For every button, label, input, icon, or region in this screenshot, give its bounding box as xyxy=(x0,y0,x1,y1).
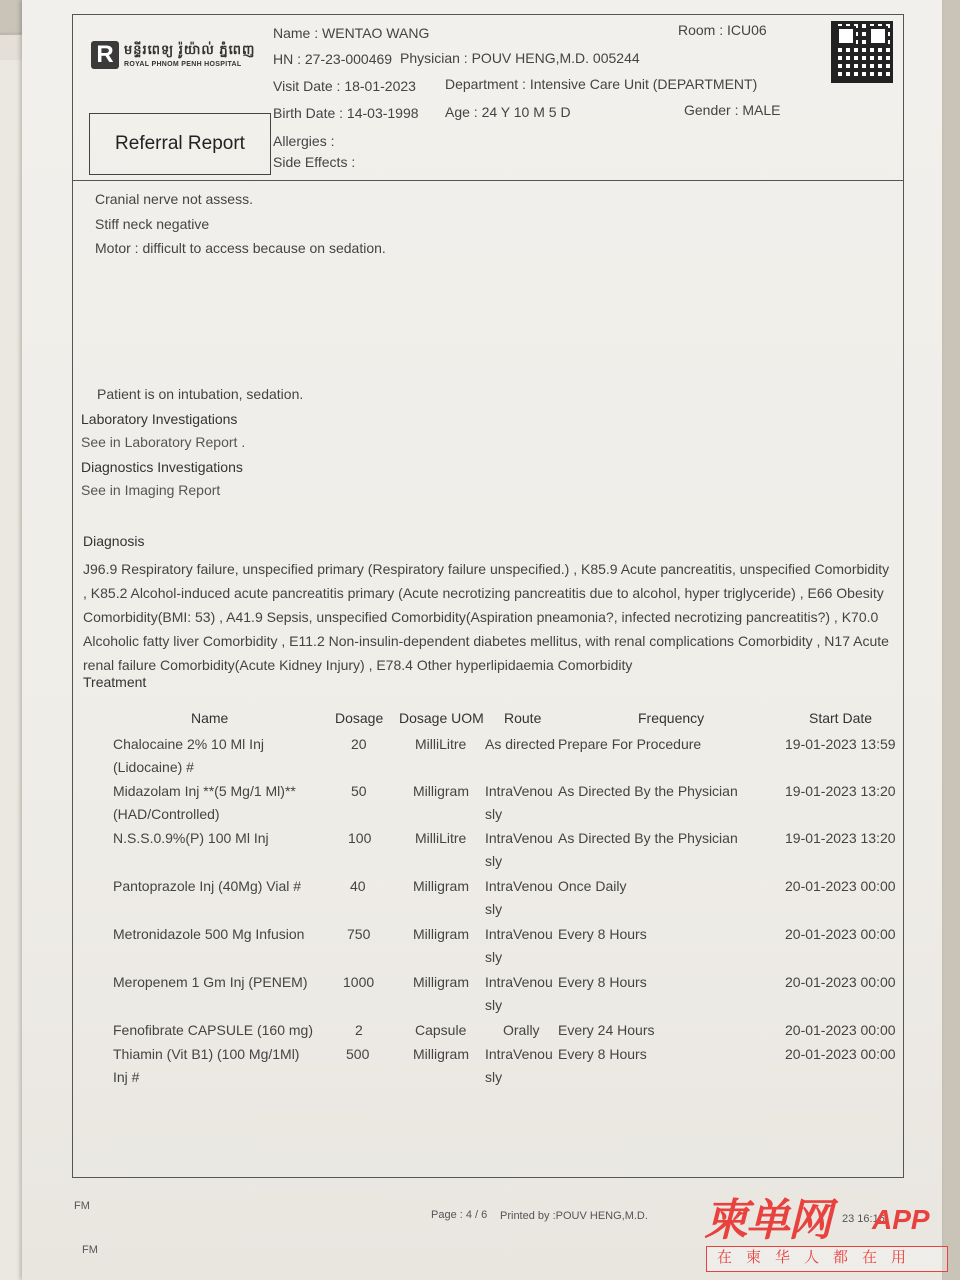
cell-uom: MilliLitre xyxy=(415,830,467,846)
cell-start-date: 20-01-2023 00:00 xyxy=(785,1022,896,1038)
hospital-name-english: ROYAL PHNOM PENH HOSPITAL xyxy=(124,61,242,68)
watermark-logo: 柬单网 xyxy=(704,1196,830,1245)
document-sheet xyxy=(22,0,942,1280)
diagnostics-heading: Diagnostics Investigations xyxy=(81,459,243,475)
table-row xyxy=(73,923,903,971)
cell-name: Thiamin (Vit B1) (100 Mg/1Ml) Inj # xyxy=(113,1046,300,1085)
exam-intubation: Patient is on intubation, sedation. xyxy=(97,386,304,402)
cell-uom: MilliLitre xyxy=(415,736,467,752)
cell-name: Pantoprazole Inj (40Mg) Vial # xyxy=(113,878,302,894)
cell-route: As directed xyxy=(485,736,556,752)
cell-frequency: Once Daily xyxy=(558,878,627,894)
diagnostics-text: See in Imaging Report xyxy=(81,482,221,498)
table-row xyxy=(73,875,903,923)
cell-uom: Milligram xyxy=(413,974,469,990)
cell-dosage: 100 xyxy=(348,830,372,846)
cell-route: IntraVenously xyxy=(485,783,553,822)
cell-dosage: 50 xyxy=(351,783,367,799)
lab-heading: Laboratory Investigations xyxy=(81,411,238,427)
exam-motor: Motor : difficult to access because on sedation. xyxy=(95,240,386,256)
treatment-heading: Treatment xyxy=(83,674,147,690)
cell-route: IntraVenously xyxy=(485,878,553,917)
watermark-slogan: 在柬华人都在用 xyxy=(706,1246,948,1272)
cell-route: Orally xyxy=(503,1022,540,1038)
cell-dosage: 2 xyxy=(355,1022,363,1038)
cell-dosage: 1000 xyxy=(343,974,375,990)
cell-dosage: 40 xyxy=(350,878,366,894)
cell-dosage: 500 xyxy=(346,1046,370,1062)
form-code-lower: FM xyxy=(82,1244,98,1256)
diagnosis-heading: Diagnosis xyxy=(83,533,145,549)
form-code: FM xyxy=(74,1200,90,1212)
cell-start-date: 20-01-2023 00:00 xyxy=(785,878,896,894)
patient-name: Name : WENTAO WANG xyxy=(273,25,430,41)
column-header-start-date: Start Date xyxy=(809,710,873,726)
column-header-uom: Dosage UOM xyxy=(399,710,484,726)
cell-uom: Capsule xyxy=(415,1022,467,1038)
hospital-logo xyxy=(91,41,255,69)
table-row xyxy=(73,733,903,781)
cell-frequency: Every 8 Hours xyxy=(558,926,647,942)
cell-route: IntraVenously xyxy=(485,926,553,965)
printed-date: 23 16:16 xyxy=(842,1213,885,1225)
cell-dosage: 20 xyxy=(351,736,367,752)
gender: Gender : MALE xyxy=(684,102,781,118)
cell-frequency: Every 8 Hours xyxy=(558,1046,647,1062)
cell-start-date: 20-01-2023 00:00 xyxy=(785,1046,896,1062)
cell-route: IntraVenously xyxy=(485,830,553,869)
cell-name: N.S.S.0.9%(P) 100 Ml Inj xyxy=(113,830,269,846)
cell-frequency: Every 24 Hours xyxy=(558,1022,655,1038)
room: Room : ICU06 xyxy=(678,22,767,38)
cell-name: Meropenem 1 Gm Inj (PENEM) xyxy=(113,974,308,990)
cell-start-date: 20-01-2023 00:00 xyxy=(785,926,896,942)
diagnosis-text: J96.9 Respiratory failure, unspecified primary (Respiratory failure unspecified.) , K85.9 Acute pancreatitis, unspecified Comorbidity , K85.2 Alcohol-induced acute pancreatitis primary (Acute necrotizing pancreatitis due to alcohol, hyper triglyceride) , E66 Obesity Comorbidity(BMI: 53) , A41.9 Sepsis, unspecified Comorbidity(Aspiration pneamonia?, infected necrotizing pancreatitis?) , K70.0 Alcoholic fatty liver Comorbidity , E11.2 Non-insulin-dependent diabetes mellitus, with renal complications Comorbidity , N17 Acute renal failure Comorbidity(Acute Kidney Injury) , E78.4 Other hyperlipidaemia Comorbidity xyxy=(83,561,890,673)
exam-stiff-neck: Stiff neck negative xyxy=(95,216,210,232)
lab-text: See in Laboratory Report . xyxy=(81,434,246,450)
table-row xyxy=(73,827,903,875)
watermark-app-label: APP xyxy=(872,1204,930,1235)
visit-date: Visit Date : 18-01-2023 xyxy=(273,78,416,94)
birth-date: Birth Date : 14-03-1998 xyxy=(273,105,419,121)
table-row xyxy=(73,780,903,828)
hospital-logo-icon: R xyxy=(91,41,119,69)
cell-uom: Milligram xyxy=(413,926,469,942)
qr-code-icon xyxy=(831,21,893,83)
hospital-number: HN : 27-23-000469 xyxy=(273,51,393,67)
column-header-name: Name xyxy=(191,710,229,726)
app-watermark xyxy=(704,1196,956,1276)
physician: Physician : POUV HENG,M.D. 005244 xyxy=(400,50,640,66)
cell-start-date: 20-01-2023 00:00 xyxy=(785,974,896,990)
column-header-route: Route xyxy=(504,710,542,726)
cell-start-date: 19-01-2023 13:20 xyxy=(785,783,896,799)
report-frame xyxy=(72,14,904,1178)
cell-name: Fenofibrate CAPSULE (160 mg) xyxy=(113,1022,313,1038)
hospital-name-khmer: មន្ទីរពេទ្យ រ៉ូយ៉ាល់ ភ្នំពេញ xyxy=(124,42,256,57)
cell-frequency: As Directed By the Physician xyxy=(558,783,738,799)
cell-route: IntraVenously xyxy=(485,1046,553,1085)
column-header-frequency: Frequency xyxy=(638,710,705,726)
cell-frequency: Every 8 Hours xyxy=(558,974,647,990)
cell-name: Midazolam Inj **(5 Mg/1 Ml)** (HAD/Controlled) xyxy=(113,783,296,822)
side-effects: Side Effects : xyxy=(273,154,356,170)
department: Department : Intensive Care Unit (DEPARTMENT) xyxy=(445,76,758,92)
column-header-dosage: Dosage xyxy=(335,710,384,726)
cell-start-date: 19-01-2023 13:59 xyxy=(785,736,896,752)
printed-by: Printed by :POUV HENG,M.D. xyxy=(500,1210,648,1222)
cell-dosage: 750 xyxy=(347,926,371,942)
age: Age : 24 Y 10 M 5 D xyxy=(445,104,571,120)
page-number: Page : 4 / 6 xyxy=(431,1209,488,1221)
table-row xyxy=(73,1043,903,1091)
cell-uom: Milligram xyxy=(413,783,469,799)
cell-uom: Milligram xyxy=(413,878,469,894)
allergies: Allergies : xyxy=(273,133,335,149)
cell-uom: Milligram xyxy=(413,1046,469,1062)
cell-name: Metronidazole 500 Mg Infusion xyxy=(113,926,305,942)
report-title: Referral Report xyxy=(89,113,271,175)
exam-cranial: Cranial nerve not assess. xyxy=(95,191,253,207)
cell-name: Chalocaine 2% 10 Ml Inj (Lidocaine) # xyxy=(113,736,264,775)
cell-frequency: Prepare For Procedure xyxy=(558,736,702,752)
cell-start-date: 19-01-2023 13:20 xyxy=(785,830,896,846)
table-row xyxy=(73,971,903,1019)
report-header xyxy=(73,15,903,181)
cell-frequency: As Directed By the Physician xyxy=(558,830,738,846)
cell-route: IntraVenously xyxy=(485,974,553,1013)
